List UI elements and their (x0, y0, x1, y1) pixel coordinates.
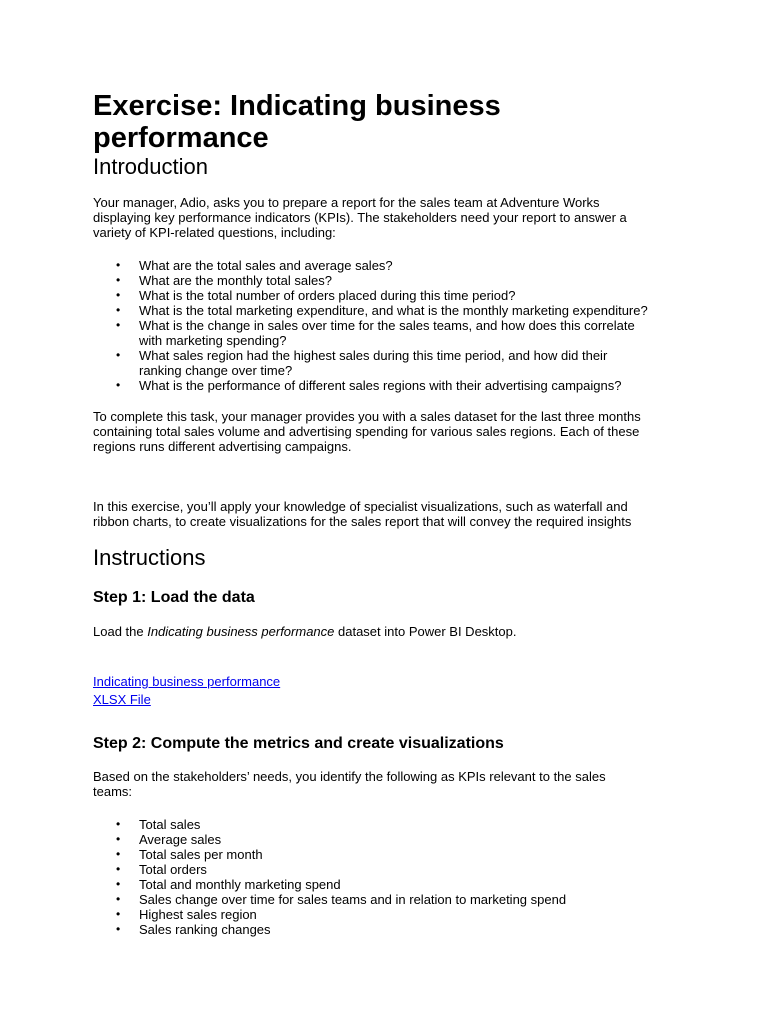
task-line: containing total sales volume and advertising spending for various sales regions. Each of these (93, 424, 640, 439)
task-line: regions runs different advertising campaigns. (93, 439, 352, 454)
bullet-icon: • (116, 862, 121, 876)
task-line: To complete this task, your manager provides you with a sales dataset for the last three months (93, 409, 641, 424)
dataset-name-italic: Indicating business performance (147, 624, 335, 639)
step2-heading: Step 2: Compute the metrics and create visualizations (93, 735, 504, 752)
intro-line: variety of KPI-related questions, including: (93, 225, 336, 240)
list-item: • What is the change in sales over time for the sales teams, and how does this correlate with marketing spending? (116, 318, 635, 348)
list-item: • What is the performance of different sales regions with their advertising campaigns? (116, 378, 622, 393)
bullet-icon: • (116, 318, 121, 332)
list-item: • Total and monthly marketing spend (116, 877, 341, 892)
intro-heading: Introduction (93, 154, 208, 179)
list-item: • Sales change over time for sales teams and in relation to marketing spend (116, 892, 567, 907)
task-paragraph (93, 409, 641, 454)
step2-line: Based on the stakeholders’ needs, you identify the following as KPIs relevant to the sales (93, 769, 606, 784)
questions-list (93, 258, 648, 393)
exercise-line: In this exercise, you’ll apply your knowledge of specialist visualizations, such as waterfall and (93, 499, 628, 514)
bullet-icon: • (116, 348, 121, 362)
bullet-icon: • (116, 907, 121, 921)
list-item: • Total sales (116, 817, 201, 832)
list-item: • Total orders (116, 862, 207, 877)
download-links (93, 673, 280, 709)
bullet-icon: • (116, 288, 121, 302)
list-item: • What are the monthly total sales? (116, 273, 332, 288)
step1-heading: Step 1: Load the data (93, 589, 255, 606)
step2-paragraph (93, 769, 606, 799)
list-item: • What sales region had the highest sales during this time period, and how did their ranking change over time? (116, 348, 608, 378)
intro-line: displaying key performance indicators (KPIs). The stakeholders need your report to answer a (93, 210, 627, 225)
bullet-icon: • (116, 817, 121, 831)
intro-paragraph (93, 195, 627, 240)
bullet-icon: • (116, 378, 121, 392)
bullet-icon: • (116, 273, 121, 287)
bullet-icon: • (116, 258, 121, 272)
dataset-link[interactable]: Indicating business performance (93, 674, 281, 689)
list-item: • What is the total number of orders placed during this time period? (116, 288, 516, 303)
kpi-list (93, 817, 566, 937)
document-title-line-1: Exercise: Indicating business (93, 90, 501, 122)
xlsx-file-link[interactable]: XLSX File (93, 692, 151, 707)
bullet-icon: • (116, 922, 121, 936)
list-item: • What is the total marketing expenditure, and what is the monthly marketing expenditure? (116, 303, 648, 318)
bullet-icon: • (116, 877, 121, 891)
bullet-icon: • (116, 303, 121, 317)
list-item: • Highest sales region (116, 907, 257, 922)
bullet-icon: • (116, 892, 121, 906)
list-item: • Total sales per month (116, 847, 263, 862)
list-item: • Sales ranking changes (116, 922, 271, 937)
exercise-line: ribbon charts, to create visualizations for the sales report that will convey the required insights (93, 514, 632, 529)
document-title-line-2: performance (93, 122, 269, 154)
step1-text: Load the Indicating business performance dataset into Power BI Desktop. (93, 624, 517, 639)
intro-line: Your manager, Adio, asks you to prepare a report for the sales team at Adventure Works (93, 195, 600, 210)
instructions-heading: Instructions (93, 545, 206, 570)
list-item: • Average sales (116, 832, 222, 847)
exercise-paragraph (93, 499, 631, 529)
bullet-icon: • (116, 832, 121, 846)
list-item: • What are the total sales and average sales? (116, 258, 393, 273)
step2-line: teams: (93, 784, 133, 799)
bullet-icon: • (116, 847, 121, 861)
